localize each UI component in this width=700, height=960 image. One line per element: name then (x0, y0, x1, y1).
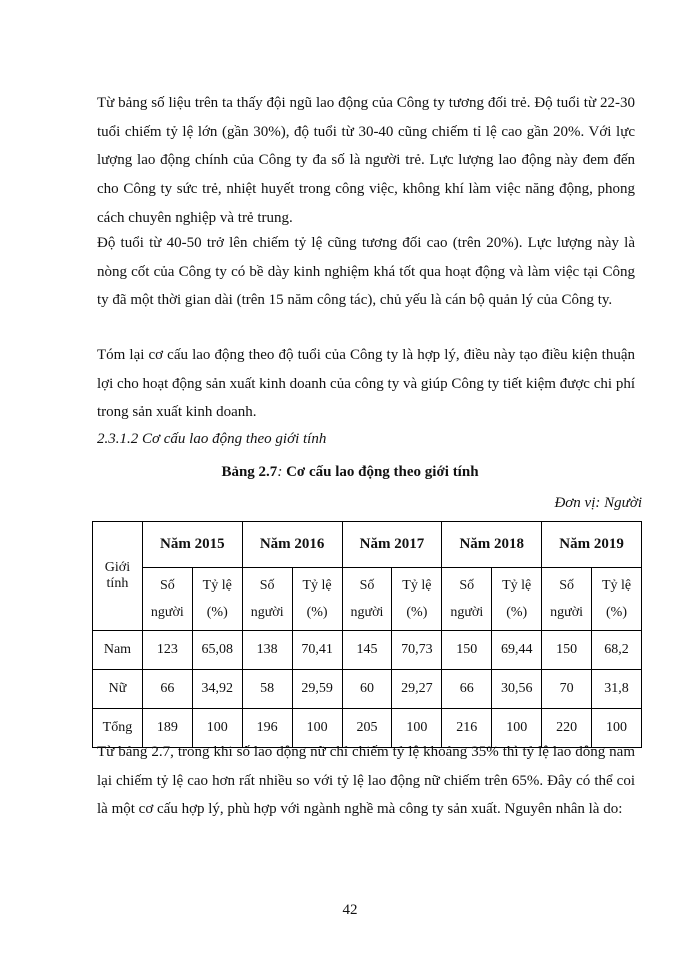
table-cell: 30,56 (492, 670, 542, 709)
percent-subheader-line1: Tỷ lệ (202, 578, 232, 593)
count-subheader-line1: Số (359, 578, 375, 593)
count-subheader (142, 568, 192, 631)
percent-subheader (192, 568, 242, 631)
count-subheader-line2: người (550, 605, 584, 620)
year-header-2017: Năm 2017 (342, 522, 442, 568)
table-cell: 100 (392, 709, 442, 748)
table-cell: 29,59 (292, 670, 342, 709)
percent-subheader-line2: (%) (606, 605, 628, 620)
count-subheader (542, 568, 592, 631)
section-heading: 2.3.1.2 Cơ cấu lao động theo giới tính (97, 431, 327, 447)
table-cell: 70,73 (392, 631, 442, 670)
paragraph-summary: Tóm lại cơ cấu lao động theo độ tuổi của Công ty là hợp lý, điều này tạo điều kiện thuận lợi cho hoạt động sản xuất kinh doanh của công ty và giúp Công ty tiết kiệm được chi phí trong sản xuất kinh doanh. (97, 347, 635, 421)
page-number: 42 (342, 902, 358, 918)
table-cell: 68,2 (592, 631, 642, 670)
table-caption-title: Cơ cấu lao động theo giới tính (282, 464, 479, 480)
table-cell: 29,27 (392, 670, 442, 709)
percent-subheader-line1: Tỷ lệ (502, 578, 532, 593)
count-subheader-line1: Số (559, 578, 574, 593)
paragraph-age-40-50: Độ tuổi từ 40-50 trở lên chiếm tỷ lệ cũng tương đối cao (trên 20%). Lực lượng này là nòng cốt của Công ty có bề dày kinh nghiệm khá tốt qua hoạt động và làm việc tại Công ty đã một thời gian dài (trên 15 năm công tác), chủ yếu là cán bộ quản lý của Công ty. (97, 235, 635, 309)
table-caption-separator: : (277, 464, 283, 480)
count-subheader-line2: người (450, 605, 484, 620)
percent-subheader (492, 568, 542, 631)
year-header-2019: Năm 2019 (542, 522, 642, 568)
percent-subheader-line1: Tỷ lệ (402, 578, 432, 593)
count-subheader (342, 568, 392, 631)
table-cell: 196 (242, 709, 292, 748)
table-cell: 138 (242, 631, 292, 670)
table-subheader-row (93, 568, 642, 631)
table-cell: 100 (292, 709, 342, 748)
unit-note: Đơn vị: Người (554, 495, 642, 511)
gender-header-line1: Giới (104, 560, 131, 575)
gender-structure-table (92, 521, 642, 748)
table-cell: 150 (542, 631, 592, 670)
table-cell: 205 (342, 709, 392, 748)
table-cell: 189 (142, 709, 192, 748)
table-cell: 65,08 (192, 631, 242, 670)
percent-subheader-line1: Tỷ lệ (601, 578, 632, 593)
year-header-2015: Năm 2015 (142, 522, 242, 568)
table-cell: 100 (592, 709, 642, 748)
table-year-header-row (93, 522, 642, 568)
table-cell: 66 (142, 670, 192, 709)
table-cell: 31,8 (592, 670, 642, 709)
table-cell: 34,92 (192, 670, 242, 709)
table-caption-label: Bảng 2.7 (221, 464, 278, 480)
table-cell: 145 (342, 631, 392, 670)
row-label: Tổng (93, 709, 143, 748)
percent-subheader-line2: (%) (306, 605, 328, 620)
count-subheader-line1: Số (259, 578, 275, 593)
table-row-female (93, 670, 642, 709)
row-label: Nữ (93, 670, 143, 709)
table-caption (0, 464, 700, 481)
table-cell: 123 (142, 631, 192, 670)
percent-subheader-line2: (%) (506, 605, 528, 620)
table-cell: 70 (542, 670, 592, 709)
table-cell: 69,44 (492, 631, 542, 670)
year-header-2016: Năm 2016 (242, 522, 342, 568)
table-row-male (93, 631, 642, 670)
gender-column-header (93, 522, 143, 631)
count-subheader-line1: Số (459, 578, 475, 593)
count-subheader (442, 568, 492, 631)
gender-header-line2: tính (106, 576, 129, 591)
table-cell: 60 (342, 670, 392, 709)
table-cell: 216 (442, 709, 492, 748)
percent-subheader-line2: (%) (406, 605, 428, 620)
count-subheader-line1: Số (159, 578, 175, 593)
row-label: Nam (93, 631, 143, 670)
percent-subheader-line2: (%) (206, 605, 228, 620)
percent-subheader (592, 568, 642, 631)
percent-subheader (392, 568, 442, 631)
table-cell: 70,41 (292, 631, 342, 670)
count-subheader-line2: người (150, 605, 184, 620)
count-subheader-line2: người (250, 605, 284, 620)
count-subheader-line2: người (350, 605, 384, 620)
table-cell: 220 (542, 709, 592, 748)
table-cell: 66 (442, 670, 492, 709)
year-header-2018: Năm 2018 (442, 522, 542, 568)
table-cell: 100 (192, 709, 242, 748)
table-cell: 100 (492, 709, 542, 748)
table-cell: 150 (442, 631, 492, 670)
percent-subheader-line1: Tỷ lệ (302, 578, 332, 593)
count-subheader (242, 568, 292, 631)
paragraph-age-structure: Từ bảng số liệu trên ta thấy đội ngũ lao động của Công ty tương đối trẻ. Độ tuổi từ 22-30 tuổi chiếm tỷ lệ lớn (gần 30%), độ tuổi từ 30-40 cũng chiếm tỉ lệ cao gần 20%. Với lực lượng lao động chính của Công ty đa số là người trẻ. Lực lượng lao động này đem đến cho Công ty sức trẻ, nhiệt huyết trong công việc, không khí làm việc năng động, phong cách chuyên nghiệp và trẻ trung. (97, 95, 635, 226)
percent-subheader (292, 568, 342, 631)
paragraph-gender-analysis: Từ bảng 2.7, trong khi số lao động nữ chỉ chiếm tỷ lệ khoảng 35% thì tỷ lệ lao đông nam lại chiếm tỷ lệ cao hơn rất nhiều so với tỷ lệ lao động nữ chiếm trên 65%. Đây có thể coi là một cơ cấu hợp lý, phù hợp với ngành nghề mà công ty sản xuất. Nguyên nhân là do: (97, 744, 635, 818)
table-cell: 58 (242, 670, 292, 709)
